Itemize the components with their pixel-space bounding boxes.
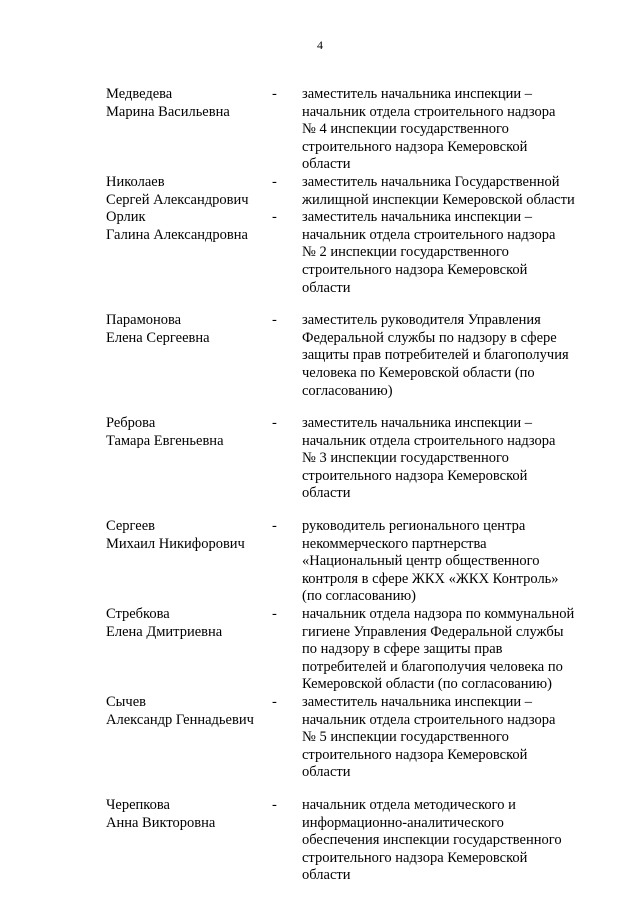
member-given-names: Михаил Никифорович (106, 535, 245, 552)
commission-member-list (106, 86, 596, 885)
page-number: 4 (317, 38, 323, 52)
member-name (106, 209, 272, 297)
member-surname: Сычев (106, 694, 146, 710)
member-surname: Орлик (106, 209, 146, 226)
member-position: заместитель начальника инспекции – начальник отдела строительного надзора № 4 инспекции государственного строительного надзора Кемеровской области (302, 86, 556, 173)
member-position: заместитель начальника Государственной жилищной инспекции Кемеровской области (302, 173, 575, 208)
member-surname: Медведева (106, 86, 173, 102)
member-entry (106, 797, 596, 885)
member-entry (106, 606, 596, 694)
member-entry (106, 86, 596, 174)
dash-separator: - (272, 415, 277, 432)
member-entry (106, 415, 596, 503)
member-given-names: Галина Александровна (106, 226, 248, 243)
member-surname: Реброва (106, 415, 156, 432)
member-surname: Николаев (106, 173, 165, 190)
member-name (106, 694, 272, 782)
member-name (106, 518, 272, 606)
member-given-names: Марина Васильевна (106, 103, 230, 120)
dash-separator: - (272, 312, 277, 329)
member-entry (106, 518, 596, 606)
member-name (106, 312, 272, 400)
member-name (106, 606, 272, 694)
member-given-names: Александр Геннадьевич (106, 711, 254, 728)
member-entry (106, 312, 596, 400)
dash-separator: - (272, 606, 277, 623)
dash-separator: - (272, 209, 277, 226)
member-entry (106, 174, 596, 209)
dash-separator: - (272, 796, 277, 813)
dash-separator: - (272, 86, 277, 102)
member-name (106, 797, 272, 885)
member-given-names: Елена Дмитриевна (106, 623, 223, 640)
member-position: начальник отдела методического и информационно-аналитического обеспечения инспекции государственного строительного надзора Кемеровской области (302, 796, 562, 884)
member-surname: Сергеев (106, 518, 156, 535)
member-name (106, 415, 272, 503)
dash-separator: - (272, 173, 277, 190)
member-given-names: Анна Викторовна (106, 814, 216, 831)
member-surname: Черепкова (106, 796, 170, 813)
dash-separator: - (272, 518, 277, 535)
member-surname: Парамонова (106, 312, 182, 329)
member-position: заместитель начальника инспекции – начальник отдела строительного надзора № 5 инспекции государственного строительного надзора Кемеровской области (302, 694, 556, 781)
member-position: заместитель руководителя Управления Федеральной службы по надзору в сфере защиты прав потребителей и благополучия человека по Кемеровской области (по согласованию) (302, 312, 569, 399)
member-position: начальник отдела надзора по коммунальной гигиене Управления Федеральной службы по надзору в сфере защиты прав потребителей и благополучия человека по Кемеровской области (по согласованию) (302, 606, 575, 693)
member-position: руководитель регионального центра некоммерческого партнерства «Национальный центр общественного контроля в сфере ЖКХ «ЖКХ Контроль» (по согласованию) (302, 518, 559, 605)
member-given-names: Елена Сергеевна (106, 329, 210, 346)
member-name (106, 86, 272, 174)
dash-separator: - (272, 694, 277, 710)
member-given-names: Сергей Александрович (106, 191, 249, 208)
member-position: заместитель начальника инспекции – начальник отдела строительного надзора № 3 инспекции государственного строительного надзора Кемеровской области (302, 415, 556, 502)
member-surname: Стребкова (106, 606, 170, 623)
member-entry (106, 209, 596, 297)
member-position: заместитель начальника инспекции – начальник отдела строительного надзора № 2 инспекции государственного строительного надзора Кемеровской области (302, 209, 556, 296)
member-name (106, 174, 272, 209)
member-entry (106, 694, 596, 782)
member-given-names: Тамара Евгеньевна (106, 432, 224, 449)
